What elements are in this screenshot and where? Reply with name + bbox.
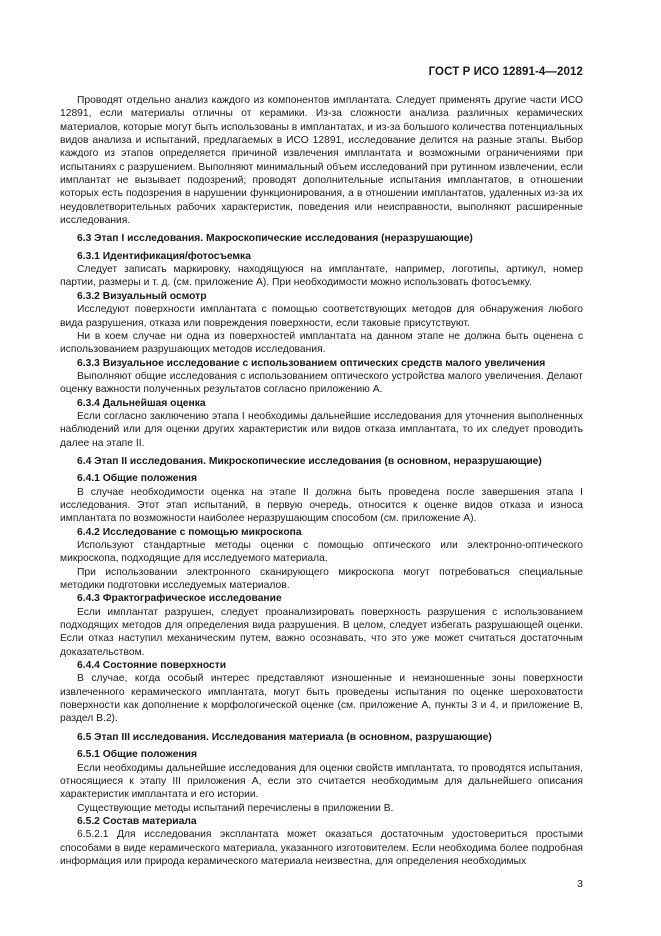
section-heading-6-5: 6.5 Этап III исследования. Исследования материала (в основном, разрушающие) bbox=[77, 731, 492, 743]
paragraph: Следует записать маркировку, находящуюся на имплантате, например, логотипы, артикул, номер партии, размеры и т. д. (см. приложение А). При необходимости можно использовать фотосъемку. bbox=[60, 264, 583, 289]
section-heading-6-4: 6.4 Этап II исследования. Микроскопические исследования (в основном, неразрушающие) bbox=[77, 455, 542, 467]
paragraph: 6.5.2.1 Для исследования эксплантата может оказаться достаточным удостовериться простыми способами в виде керамического материала, указанного изготовителем. Если необходима более подробная информация или природа керамического материала неизвестна, для определения необходимых bbox=[60, 829, 583, 867]
paragraph: Если согласно заключению этапа I необходимы дальнейшие исследования для уточнения выполненных наблюдений или для оценки других характеристик или видов отказа имплантата, то их следует проводить далее на этапе II. bbox=[60, 410, 583, 449]
document-body bbox=[60, 94, 583, 868]
subsection-heading-6-3-2: 6.3.2 Визуальный осмотр bbox=[77, 290, 207, 302]
paragraph: Проводят отдельно анализ каждого из компонентов имплантата. Следует применять другие части ИСО 12891, если материалы отличны от керамики. Из-за сложности анализа различных керамических материалов, которые могут быть использованы в имплантатах, и из-за большого количества потенциальных видов анализа и испытаний, предлагаемых в ИСО 12891, исследование делится на разные этапы. Выбор каждого из этапов определяется причиной извлечения имплантата и возможными ограничениями при испытаниях с разрушением. Выполняют минимальный объем исследований при рутинном извлечении, если имплантат не вызывает подозрений; проводят дополнительные испытания имплантатов, в отношении которых есть подозрения в нарушении функционирования, а в отношении имплантатов, удаленных из-за их неудовлетворительных рабочих характеристик, поведения или неисправности, выполняют расширенные исследования. bbox=[60, 95, 583, 227]
document-header: ГОСТ Р ИСО 12891-4—2012 bbox=[428, 66, 583, 78]
paragraph: Используют стандартные методы оценки с помощью оптического или электронно-оптического микроскопа, подходящие для исследуемого материала. bbox=[60, 540, 583, 565]
paragraph: Ни в коем случае ни одна из поверхностей имплантата на данном этапе не должна быть оценена с использованием разрушающих методов исследования. bbox=[60, 330, 583, 356]
subsection-heading-6-3-1: 6.3.1 Идентификация/фотосъемка bbox=[77, 250, 251, 262]
paragraph: Выполняют общие исследования с использованием оптического устройства малого увеличения. Делают оценку важности полученных результатов согласно приложению А. bbox=[60, 370, 583, 396]
subsection-heading-6-5-2: 6.5.2 Состав материала bbox=[77, 815, 197, 827]
paragraph: В случае необходимости оценка на этапе II должна быть проведена после завершения этапа I исследования. Этот этап испытаний, в первую очередь, относится к оценке видов отказа и износа имплантата по возможности наиболее неразрушающим способом (см. приложение А). bbox=[60, 486, 583, 525]
subsection-heading-6-4-4: 6.4.4 Состояние поверхности bbox=[77, 660, 227, 672]
paragraph: Существующие методы испытаний перечислены в приложении В. bbox=[77, 802, 394, 814]
paragraph: В случае, когда особый интерес представляют изношенные и неизношенные зоны поверхности извлеченного керамического имплантата, могут быть проведены испытания по оценке шероховатости поверхности как дополнение к морфологической оценке (см. приложение А, пункты 3 и 4, и приложение В, раздел В.2). bbox=[60, 673, 583, 725]
subsection-heading-6-5-1: 6.5.1 Общие положения bbox=[77, 749, 197, 761]
section-heading-6-3: 6.3 Этап I исследования. Макроскопические исследования (неразрушающие) bbox=[77, 233, 473, 245]
subsection-heading-6-3-3: 6.3.3 Визуальное исследование с использованием оптических средств малого увеличения bbox=[77, 357, 546, 369]
paragraph: Если необходимы дальнейшие исследования для оценки свойств имплантата, то проводятся испытания, относящиеся к этапу III приложения А, если это считается необходимым для дальнейшего описания характеристик имплантата и его истории. bbox=[60, 762, 583, 801]
paragraph: При использовании электронного сканирующего микроскопа могут потребоваться специальные методики подготовки исследуемых материалов. bbox=[60, 566, 583, 592]
paragraph: Если имплантат разрушен, следует проанализировать поверхность разрушения с использованием подходящих методов для определения вида разрушения. В целом, следует избегать разрушающей оценки. Если отказ наступил механическим путем, важно осознавать, что это уже может считаться достаточным доказательством. bbox=[60, 606, 583, 658]
subsection-heading-6-4-3: 6.4.3 Фрактографическое исследование bbox=[77, 593, 282, 605]
paragraph: Исследуют поверхности имплантата с помощью соответствующих методов для обнаружения любого вида разрушения, отказа или повреждения поверхности, если таковые присутствуют. bbox=[60, 304, 583, 329]
subsection-heading-6-4-2: 6.4.2 Исследование с помощью микроскопа bbox=[77, 526, 302, 538]
subsection-heading-6-3-4: 6.3.4 Дальнейшая оценка bbox=[77, 397, 206, 409]
subsection-heading-6-4-1: 6.4.1 Общие положения bbox=[77, 473, 197, 485]
page-number: 3 bbox=[577, 878, 583, 890]
